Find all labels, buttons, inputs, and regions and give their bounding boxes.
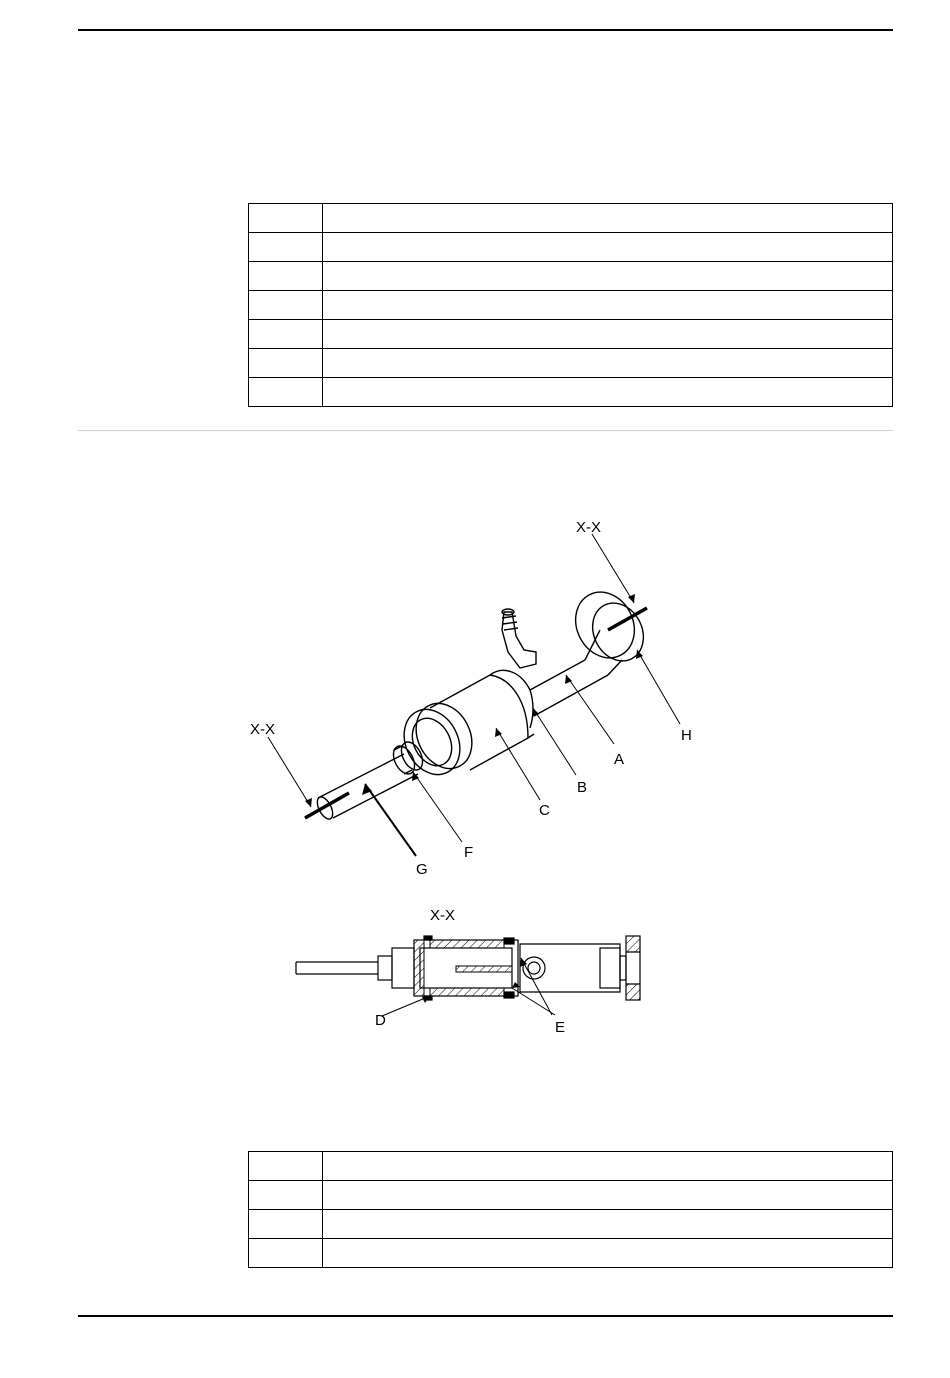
top-rule <box>78 29 893 31</box>
body-tube-drawing <box>530 630 622 716</box>
callout-a: A <box>614 751 625 768</box>
callout-d: D <box>375 1012 386 1029</box>
table-row <box>249 1181 893 1210</box>
table-row <box>249 291 893 320</box>
callout-f: F <box>464 844 474 861</box>
bottom-rule <box>78 1315 893 1317</box>
callout-g: G <box>416 861 428 878</box>
table-row <box>249 262 893 291</box>
front-flange-drawing <box>393 694 482 784</box>
cylinder-drawing <box>0 440 950 1040</box>
table-top <box>248 203 893 407</box>
table-row <box>249 349 893 378</box>
callout-h: H <box>681 727 692 744</box>
section-label-front: X-X <box>250 721 276 738</box>
table-row <box>249 378 893 407</box>
section-label-rear: X-X <box>576 519 602 536</box>
callout-e: E <box>555 1019 566 1036</box>
callout-c: C <box>539 802 550 819</box>
table-bottom <box>248 1151 893 1268</box>
table-row <box>249 320 893 349</box>
table-row <box>249 1152 893 1181</box>
port-fitting-drawing <box>502 609 536 668</box>
table-row <box>249 1210 893 1239</box>
section-divider <box>78 430 893 431</box>
section-view-title: X-X <box>430 907 456 924</box>
table-row <box>249 233 893 262</box>
callout-b: B <box>577 779 588 796</box>
table-row <box>249 204 893 233</box>
table-row <box>249 1239 893 1268</box>
